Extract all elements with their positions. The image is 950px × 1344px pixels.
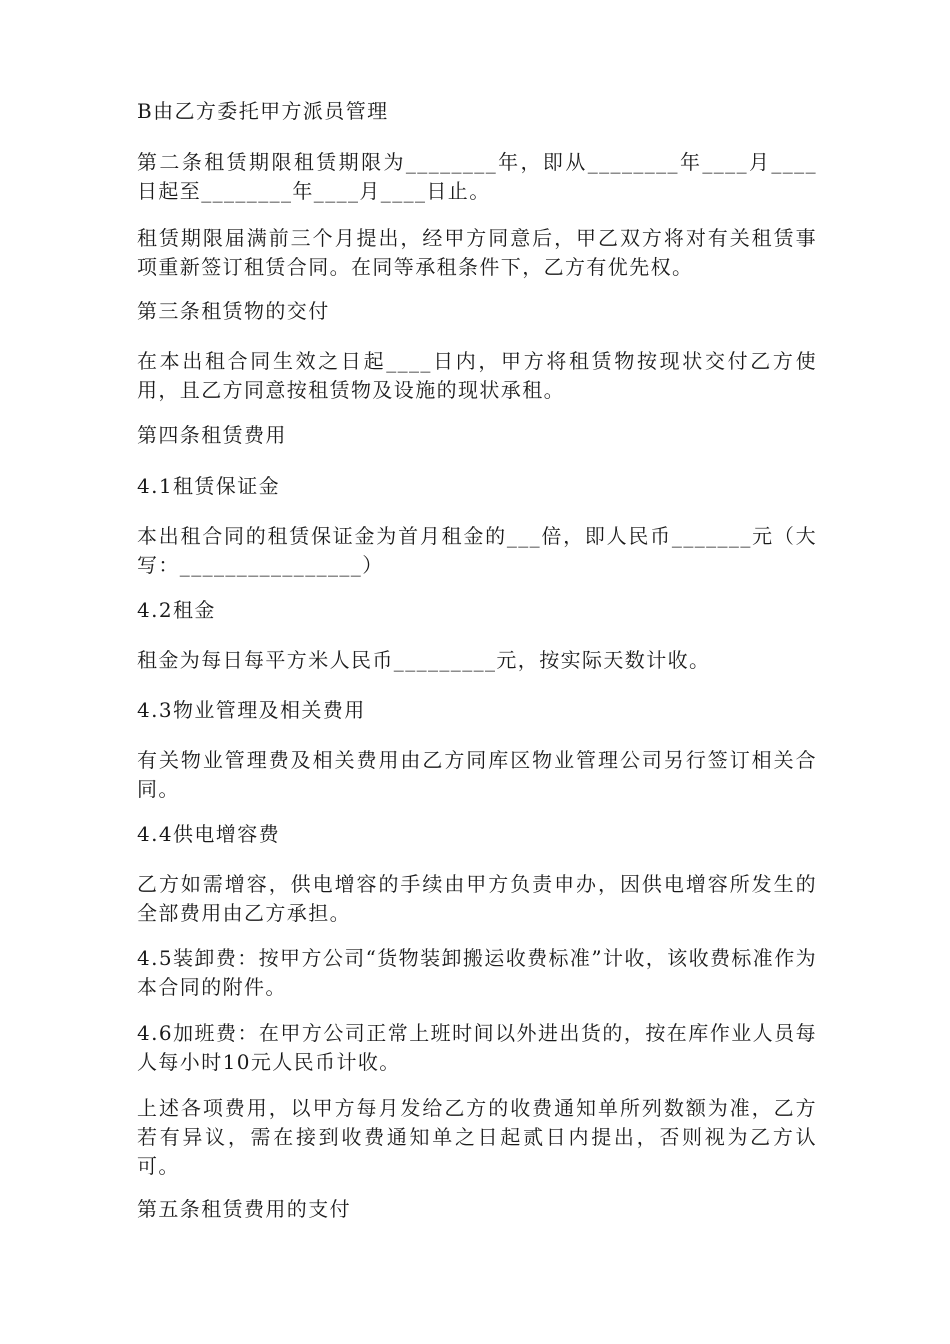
paragraph-rent: 租金为每日每平方米人民币_________元，按实际天数计收。 bbox=[137, 648, 711, 672]
heading-4-1-deposit: 4.1租赁保证金 bbox=[137, 474, 281, 498]
paragraph-fees-summary: 上述各项费用，以甲方每月发给乙方的收费通知单所列数额为准，乙方若有异议，需在接到收费通知单之日起贰日内提出，否则视为乙方认可。 bbox=[137, 1096, 817, 1178]
paragraph-4-6-overtime: 4.6加班费：在甲方公司正常上班时间以外进出货的，按在库作业人员每人每小时10元人民币计收。 bbox=[137, 1021, 817, 1074]
heading-4-4-power: 4.4供电增容费 bbox=[137, 822, 281, 846]
paragraph-management: B由乙方委托甲方派员管理 bbox=[137, 99, 389, 123]
paragraph-renewal: 租赁期限届满前三个月提出，经甲方同意后，甲乙双方将对有关租赁事项重新签订租赁合同。在同等承租条件下，乙方有优先权。 bbox=[137, 226, 817, 279]
paragraph-delivery: 在本出租合同生效之日起____日内，甲方将租赁物按现状交付乙方使用，且乙方同意按租赁物及设施的现状承租。 bbox=[137, 349, 817, 402]
paragraph-property: 有关物业管理费及相关费用由乙方同库区物业管理公司另行签订相关合同。 bbox=[137, 748, 817, 801]
paragraph-deposit: 本出租合同的租赁保证金为首月租金的___倍，即人民币_______元（大写：________________） bbox=[137, 524, 817, 577]
paragraph-article-2-term: 第二条租赁期限租赁期限为________年，即从________年____月____日起至________年____月____日止。 bbox=[137, 150, 817, 203]
heading-article-4: 第四条租赁费用 bbox=[137, 423, 287, 447]
heading-4-3-property: 4.3物业管理及相关费用 bbox=[137, 698, 366, 722]
paragraph-4-5-handling: 4.5装卸费：按甲方公司“货物装卸搬运收费标准”计收，该收费标准作为本合同的附件。 bbox=[137, 946, 817, 999]
heading-4-2-rent: 4.2租金 bbox=[137, 598, 216, 622]
heading-article-5: 第五条租赁费用的支付 bbox=[137, 1197, 351, 1221]
paragraph-power: 乙方如需增容，供电增容的手续由甲方负责申办，因供电增容所发生的全部费用由乙方承担。 bbox=[137, 872, 817, 925]
heading-article-3: 第三条租赁物的交付 bbox=[137, 299, 330, 323]
